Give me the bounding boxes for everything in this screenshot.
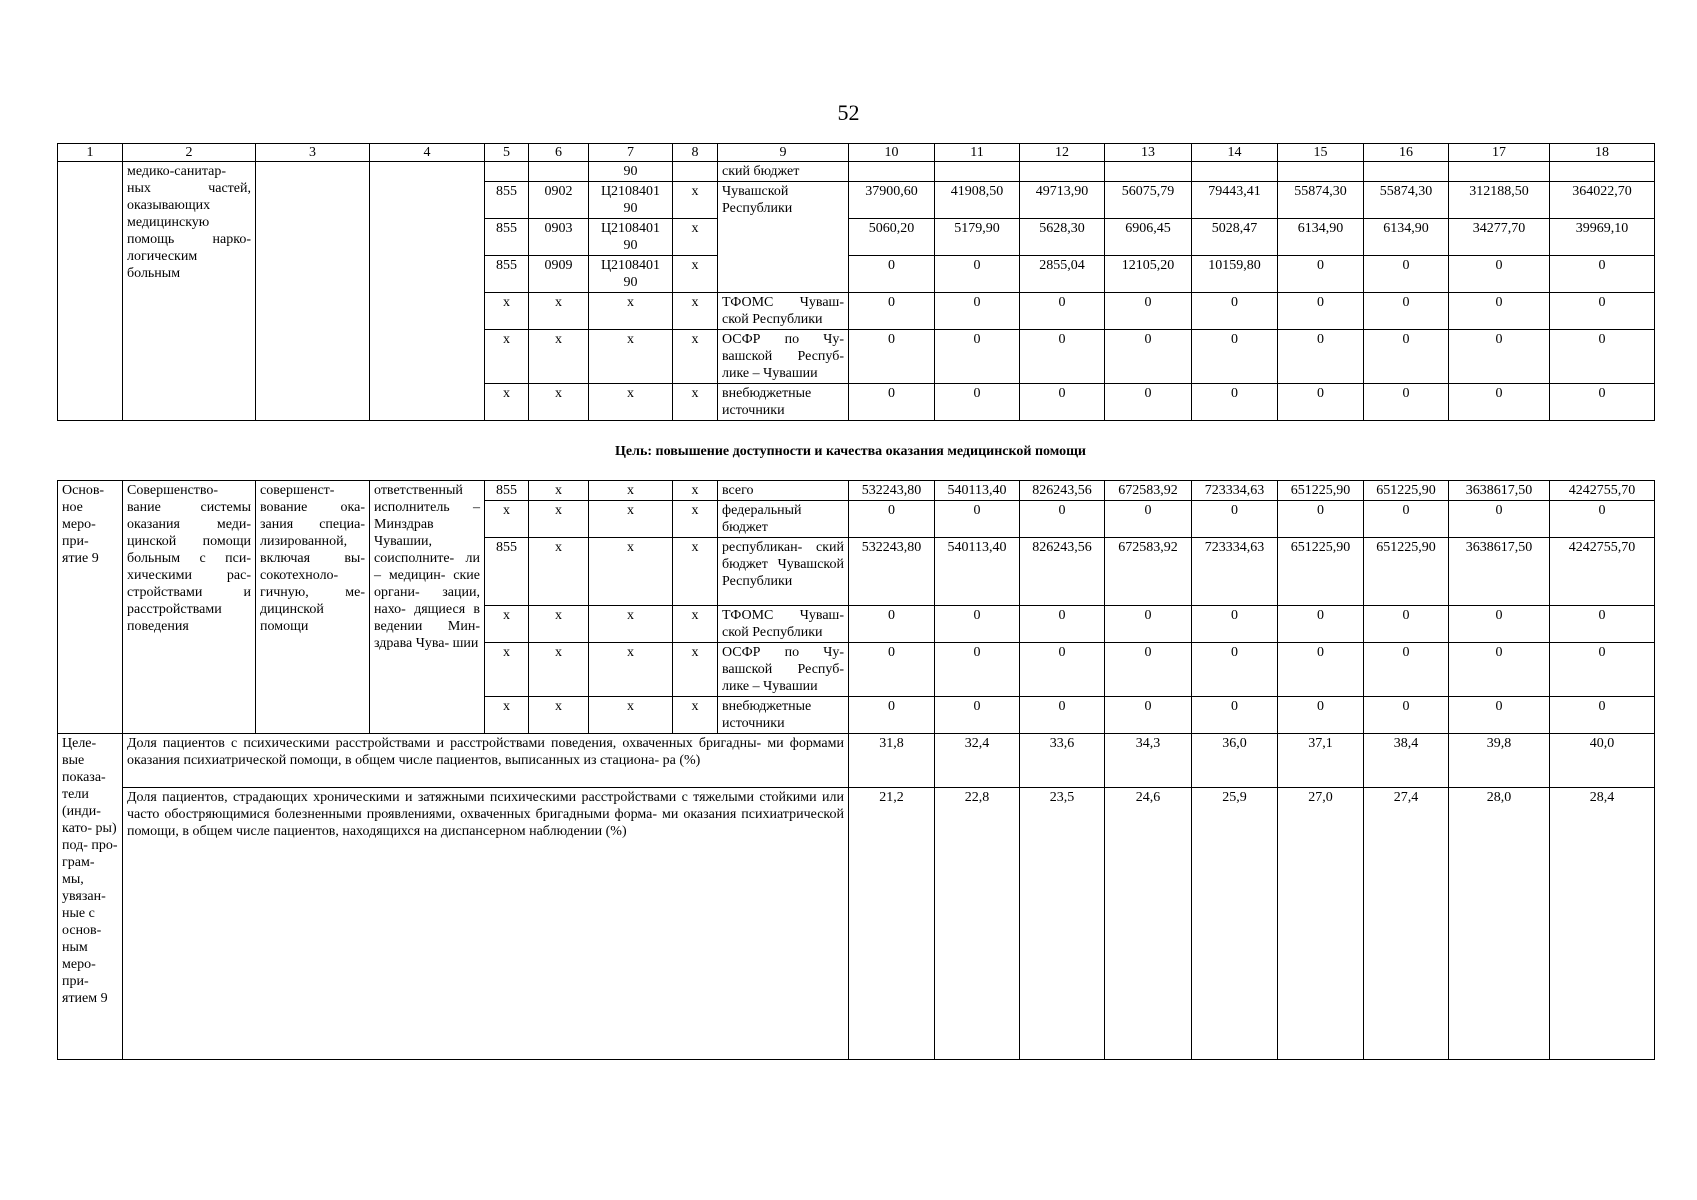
- indicator-value-cell: 27,4: [1364, 788, 1449, 1060]
- value-cell: 0: [1364, 330, 1449, 384]
- value-cell: 0: [1020, 643, 1105, 697]
- value-cell: 37900,60: [849, 182, 935, 219]
- indicator-value-cell: 31,8: [849, 734, 935, 788]
- indicator-value-cell: 39,8: [1449, 734, 1550, 788]
- column-number: 14: [1192, 144, 1278, 162]
- funding-source-cell: ТФОМС Чуваш- ской Республики: [718, 293, 849, 330]
- table-row: [58, 162, 1655, 182]
- indicator-value-cell: 28,4: [1550, 788, 1655, 1060]
- expense-group-cell: х: [673, 182, 718, 219]
- column-number: 4: [370, 144, 485, 162]
- indicator-value-cell: 27,0: [1278, 788, 1364, 1060]
- target-article-cell: х: [589, 606, 673, 643]
- value-cell: 0: [1364, 293, 1449, 330]
- section-code-cell: х: [529, 384, 589, 421]
- value-cell: 5060,20: [849, 219, 935, 256]
- value-cell: 6906,45: [1105, 219, 1192, 256]
- activity-task-cell: совершенст- вование ока- зания специа- лизированной, включая вы- сокотехноло- гичную, ме- дицинской помощи: [256, 481, 370, 734]
- value-cell: 34277,70: [1449, 219, 1550, 256]
- section-code-cell: х: [529, 538, 589, 606]
- value-cell: 0: [935, 384, 1020, 421]
- value-cell: 0: [935, 697, 1020, 734]
- value-cell: 0: [1192, 293, 1278, 330]
- column-number-row: [58, 144, 1655, 162]
- table-cell: [58, 162, 123, 421]
- section-code-cell: х: [529, 293, 589, 330]
- value-cell: 0: [1278, 384, 1364, 421]
- grbs-code-cell: х: [485, 384, 529, 421]
- value-cell: 723334,63: [1192, 481, 1278, 501]
- value-cell: 0: [849, 697, 935, 734]
- value-cell: 0: [1364, 643, 1449, 697]
- value-cell: 3638617,50: [1449, 481, 1550, 501]
- value-cell: 0: [1105, 697, 1192, 734]
- funding-source-cell: республикан- ский бюджет Чувашской Республики: [718, 538, 849, 606]
- section-code-cell: х: [529, 697, 589, 734]
- target-article-cell: х: [589, 293, 673, 330]
- value-cell: 5628,30: [1020, 219, 1105, 256]
- value-cell: 0: [1278, 256, 1364, 293]
- funding-source-cell: федеральный бюджет: [718, 501, 849, 538]
- value-cell: 651225,90: [1278, 481, 1364, 501]
- value-cell: 0: [1278, 697, 1364, 734]
- value-cell: [1550, 162, 1655, 182]
- value-cell: 651225,90: [1364, 481, 1449, 501]
- value-cell: 0: [1550, 606, 1655, 643]
- expense-group-cell: х: [673, 643, 718, 697]
- target-article-cell: Ц2108401 90: [589, 182, 673, 219]
- value-cell: 0: [1192, 697, 1278, 734]
- value-cell: 540113,40: [935, 538, 1020, 606]
- target-article-cell: х: [589, 384, 673, 421]
- indicator-value-cell: 25,9: [1192, 788, 1278, 1060]
- goal-heading: Цель: повышение доступности и качества оказания медицинской помощи: [615, 444, 1086, 459]
- value-cell: 0: [1278, 293, 1364, 330]
- indicator-value-cell: 36,0: [1192, 734, 1278, 788]
- value-cell: [935, 162, 1020, 182]
- indicator-text-cell: Доля пациентов, страдающих хроническими и затяжными психическими расстройствами с тяжелыми стойкими или часто обостряющимися болезненными проявлениями, охваченных бригадными форма- ми оказания психиатрической помощи, в общем числе пациентов, находящихся на диспансерном наблюдении (%): [123, 788, 849, 1060]
- value-cell: 79443,41: [1192, 182, 1278, 219]
- value-cell: 0: [1192, 606, 1278, 643]
- value-cell: 0: [1192, 501, 1278, 538]
- value-cell: 0: [1449, 606, 1550, 643]
- value-cell: 312188,50: [1449, 182, 1550, 219]
- value-cell: 0: [1020, 501, 1105, 538]
- value-cell: 0: [849, 501, 935, 538]
- value-cell: 0: [1550, 330, 1655, 384]
- indicator-row: [58, 788, 1655, 1060]
- table-cell: [370, 162, 485, 421]
- column-number: 6: [529, 144, 589, 162]
- value-cell: 0: [935, 330, 1020, 384]
- value-cell: 0: [1192, 643, 1278, 697]
- value-cell: 0: [1192, 330, 1278, 384]
- funding-source-cell: ский бюджет: [718, 162, 849, 182]
- value-cell: 0: [1364, 606, 1449, 643]
- value-cell: 0: [1192, 384, 1278, 421]
- value-cell: 10159,80: [1192, 256, 1278, 293]
- grbs-code-cell: х: [485, 293, 529, 330]
- page-number: 52: [837, 100, 860, 125]
- activity-name-cell: медико-санитар- ных частей, оказывающих медицинскую помощь нарко- логическим больным: [123, 162, 256, 421]
- section-code-cell: х: [529, 643, 589, 697]
- funding-source-cell: внебюджетные источники: [718, 697, 849, 734]
- column-number: 7: [589, 144, 673, 162]
- section-code-cell: [529, 162, 589, 182]
- value-cell: 651225,90: [1364, 538, 1449, 606]
- value-cell: 0: [1105, 330, 1192, 384]
- value-cell: 4242755,70: [1550, 538, 1655, 606]
- value-cell: 0: [1449, 384, 1550, 421]
- column-number: 17: [1449, 144, 1550, 162]
- value-cell: 0: [1020, 697, 1105, 734]
- value-cell: 0: [1278, 643, 1364, 697]
- target-article-cell: х: [589, 697, 673, 734]
- value-cell: 0: [1020, 384, 1105, 421]
- table-row: [58, 481, 1655, 501]
- funding-source-cell: ОСФР по Чу- вашской Респуб- лике – Чувашии: [718, 643, 849, 697]
- section-code-cell: 0903: [529, 219, 589, 256]
- grbs-code-cell: х: [485, 643, 529, 697]
- indicator-value-cell: 37,1: [1278, 734, 1364, 788]
- value-cell: 0: [849, 256, 935, 293]
- expense-group-cell: х: [673, 538, 718, 606]
- indicator-value-cell: 33,6: [1020, 734, 1105, 788]
- value-cell: 826243,56: [1020, 538, 1105, 606]
- grbs-code-cell: х: [485, 606, 529, 643]
- expense-group-cell: х: [673, 697, 718, 734]
- value-cell: 0: [849, 293, 935, 330]
- value-cell: 0: [1364, 256, 1449, 293]
- value-cell: 364022,70: [1550, 182, 1655, 219]
- value-cell: 0: [1105, 643, 1192, 697]
- value-cell: 672583,92: [1105, 481, 1192, 501]
- indicators-label-cell: Целе- вые показа- тели (инди- като- ры) под- про- грам- мы, увязан- ные с основ- ным меро- при- ятием 9: [58, 734, 123, 1060]
- value-cell: 0: [1364, 501, 1449, 538]
- value-cell: 0: [1550, 501, 1655, 538]
- column-number: 9: [718, 144, 849, 162]
- value-cell: [1020, 162, 1105, 182]
- value-cell: [1364, 162, 1449, 182]
- table-cell: [256, 162, 370, 421]
- expense-group-cell: х: [673, 256, 718, 293]
- value-cell: 0: [1364, 384, 1449, 421]
- value-cell: 0: [1550, 643, 1655, 697]
- column-number: 18: [1550, 144, 1655, 162]
- value-cell: 826243,56: [1020, 481, 1105, 501]
- section-code-cell: х: [529, 501, 589, 538]
- indicator-text-cell: Доля пациентов с психическими расстройствами и расстройствами поведения, охваченных бригадны- ми формами оказания психиатрической помощи, в общем числе пациентов, выписанных из стациона- ра (%): [123, 734, 849, 788]
- value-cell: 0: [849, 384, 935, 421]
- value-cell: 0: [1278, 606, 1364, 643]
- grbs-code-cell: 855: [485, 219, 529, 256]
- expense-group-cell: х: [673, 501, 718, 538]
- value-cell: 540113,40: [935, 481, 1020, 501]
- executor-cell: ответственный исполнитель – Минздрав Чувашии, соисполните- ли – медицин- ские органи- зации, нахо- дящиеся в ведении Мин- здрава Чува- шии: [370, 481, 485, 734]
- value-cell: 0: [1105, 606, 1192, 643]
- value-cell: 3638617,50: [1449, 538, 1550, 606]
- expense-group-cell: х: [673, 384, 718, 421]
- value-cell: 0: [1020, 293, 1105, 330]
- table-main-activity-9: [57, 480, 1655, 1060]
- expense-group-cell: х: [673, 481, 718, 501]
- expense-group-cell: х: [673, 606, 718, 643]
- column-number: 15: [1278, 144, 1364, 162]
- funding-source-cell: внебюджетные источники: [718, 384, 849, 421]
- column-number: 10: [849, 144, 935, 162]
- value-cell: 0: [849, 606, 935, 643]
- target-article-cell: х: [589, 643, 673, 697]
- grbs-code-cell: 855: [485, 182, 529, 219]
- funding-source-cell: всего: [718, 481, 849, 501]
- indicator-value-cell: 24,6: [1105, 788, 1192, 1060]
- value-cell: 0: [1105, 501, 1192, 538]
- value-cell: [1449, 162, 1550, 182]
- value-cell: 0: [1550, 256, 1655, 293]
- grbs-code-cell: 855: [485, 481, 529, 501]
- grbs-code-cell: 855: [485, 256, 529, 293]
- column-number: 2: [123, 144, 256, 162]
- value-cell: 0: [1278, 330, 1364, 384]
- value-cell: 0: [1020, 606, 1105, 643]
- value-cell: 651225,90: [1278, 538, 1364, 606]
- section-code-cell: х: [529, 481, 589, 501]
- grbs-code-cell: х: [485, 697, 529, 734]
- value-cell: 0: [935, 643, 1020, 697]
- value-cell: 0: [1364, 697, 1449, 734]
- section-code-cell: 0909: [529, 256, 589, 293]
- value-cell: [1278, 162, 1364, 182]
- indicator-value-cell: 40,0: [1550, 734, 1655, 788]
- value-cell: 0: [935, 606, 1020, 643]
- value-cell: 0: [935, 256, 1020, 293]
- indicator-value-cell: 38,4: [1364, 734, 1449, 788]
- funding-source-cell: Чувашской Республики: [718, 182, 849, 293]
- value-cell: 49713,90: [1020, 182, 1105, 219]
- target-article-cell: Ц2108401 90: [589, 256, 673, 293]
- value-cell: 0: [935, 293, 1020, 330]
- column-number: 3: [256, 144, 370, 162]
- value-cell: 56075,79: [1105, 182, 1192, 219]
- section-code-cell: 0902: [529, 182, 589, 219]
- value-cell: 532243,80: [849, 481, 935, 501]
- indicator-value-cell: 22,8: [935, 788, 1020, 1060]
- value-cell: 55874,30: [1278, 182, 1364, 219]
- value-cell: [849, 162, 935, 182]
- activity-name-cell: Совершенство- вание системы оказания меди- цинской помощи больным с пси- хическими рас- стройствами и расстройствами поведения: [123, 481, 256, 734]
- indicator-row: [58, 734, 1655, 788]
- value-cell: 39969,10: [1550, 219, 1655, 256]
- value-cell: 6134,90: [1278, 219, 1364, 256]
- value-cell: 0: [849, 330, 935, 384]
- value-cell: 0: [1449, 256, 1550, 293]
- indicator-value-cell: 34,3: [1105, 734, 1192, 788]
- value-cell: 41908,50: [935, 182, 1020, 219]
- target-article-cell: х: [589, 501, 673, 538]
- indicator-value-cell: 32,4: [935, 734, 1020, 788]
- section-code-cell: х: [529, 606, 589, 643]
- value-cell: 0: [1449, 293, 1550, 330]
- value-cell: 672583,92: [1105, 538, 1192, 606]
- target-article-cell: Ц2108401 90: [589, 219, 673, 256]
- expense-group-cell: х: [673, 293, 718, 330]
- grbs-code-cell: [485, 162, 529, 182]
- target-article-cell: х: [589, 538, 673, 606]
- value-cell: 0: [1278, 501, 1364, 538]
- grbs-code-cell: х: [485, 501, 529, 538]
- value-cell: 0: [935, 501, 1020, 538]
- value-cell: 5179,90: [935, 219, 1020, 256]
- value-cell: 6134,90: [1364, 219, 1449, 256]
- value-cell: 0: [1105, 293, 1192, 330]
- target-article-cell: 90: [589, 162, 673, 182]
- value-cell: 0: [1020, 330, 1105, 384]
- activity-number-cell: Основ- ное меро- при- ятие 9: [58, 481, 123, 734]
- column-number: 13: [1105, 144, 1192, 162]
- target-article-cell: х: [589, 330, 673, 384]
- value-cell: 532243,80: [849, 538, 935, 606]
- grbs-code-cell: х: [485, 330, 529, 384]
- table-continuation: [57, 143, 1655, 421]
- value-cell: 4242755,70: [1550, 481, 1655, 501]
- value-cell: 723334,63: [1192, 538, 1278, 606]
- value-cell: 0: [1550, 697, 1655, 734]
- grbs-code-cell: 855: [485, 538, 529, 606]
- indicator-value-cell: 23,5: [1020, 788, 1105, 1060]
- value-cell: 0: [1550, 293, 1655, 330]
- column-number: 8: [673, 144, 718, 162]
- value-cell: 0: [1550, 384, 1655, 421]
- value-cell: [1105, 162, 1192, 182]
- value-cell: 0: [1449, 697, 1550, 734]
- column-number: 11: [935, 144, 1020, 162]
- funding-source-cell: ОСФР по Чу- вашской Респуб- лике – Чувашии: [718, 330, 849, 384]
- value-cell: 0: [849, 643, 935, 697]
- column-number: 12: [1020, 144, 1105, 162]
- value-cell: [1192, 162, 1278, 182]
- value-cell: 0: [1449, 501, 1550, 538]
- column-number: 5: [485, 144, 529, 162]
- value-cell: 12105,20: [1105, 256, 1192, 293]
- expense-group-cell: х: [673, 219, 718, 256]
- expense-group-cell: х: [673, 330, 718, 384]
- indicator-value-cell: 21,2: [849, 788, 935, 1060]
- expense-group-cell: [673, 162, 718, 182]
- target-article-cell: х: [589, 481, 673, 501]
- value-cell: 0: [1449, 330, 1550, 384]
- value-cell: 2855,04: [1020, 256, 1105, 293]
- value-cell: 0: [1449, 643, 1550, 697]
- column-number: 1: [58, 144, 123, 162]
- indicator-value-cell: 28,0: [1449, 788, 1550, 1060]
- funding-source-cell: ТФОМС Чуваш- ской Республики: [718, 606, 849, 643]
- value-cell: 55874,30: [1364, 182, 1449, 219]
- section-code-cell: х: [529, 330, 589, 384]
- value-cell: 5028,47: [1192, 219, 1278, 256]
- value-cell: 0: [1105, 384, 1192, 421]
- column-number: 16: [1364, 144, 1449, 162]
